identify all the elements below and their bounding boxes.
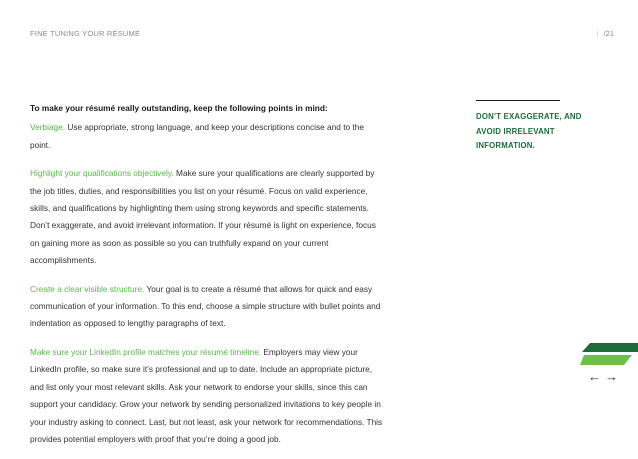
intro-text: To make your résumé really outstanding, keep the following points in mind:: [30, 103, 328, 113]
callout-text: DON’T EXAGGERATE, AND AVOID IRRELEVANT INFORMATION.: [476, 112, 582, 150]
section-linkedin: [30, 344, 386, 448]
callout-rule: [476, 100, 560, 101]
section-heading: Verbiage.: [30, 122, 66, 133]
section-highlight-qualifications: [30, 165, 386, 269]
stripe-light: [580, 355, 632, 365]
page-number-divider: |: [596, 29, 599, 38]
section-clear-structure: [30, 281, 386, 333]
callout-box: [476, 100, 586, 154]
section-verbiage: [30, 119, 386, 154]
page-number-label: /21: [603, 29, 614, 38]
section-body: Employers may view your LinkedIn profile, so make sure it’s professional and up to date. Include an appropriate picture, and list only your most relevant skills. Ask your network to endorse your skills, since this can support your candidacy. Grow your network by sending personalized invitations to key people in your industry asking to connect. Last, but not least, ask your network for recommendations. This provides potential employers with proof that you’re doing a good job.: [30, 346, 383, 444]
section-body: Use appropriate, strong language, and keep your descriptions concise and to the point.: [30, 122, 364, 150]
section-heading: Highlight your qualifications objectively.: [30, 168, 174, 179]
section-heading: Create a clear visible structure.: [30, 283, 145, 294]
section-body: Your goal is to create a résumé that allows for quick and easy communication of your information. To this end, choose a simple structure with bullet points and indentation as opposed to lengthy paragraphs of text.: [30, 283, 381, 329]
page-number: [597, 29, 614, 38]
main-content: [30, 100, 386, 459]
section-heading: Make sure your LinkedIn profile matches your résumé timeline.: [30, 346, 262, 357]
next-arrow-icon[interactable]: →: [605, 369, 622, 384]
section-body: Make sure your qualifications are clearly supported by the job titles, duties, and responsibilities you list on your résumé. Focus on valid experience, skills, and qualifications by highlighting them using strong keywords and specific statements. Don’t exaggerate, and avoid irrelevant information. If your résumé is light on experience, focus on gaining more as soon as possible so you can truthfully expand on your current accomplishments.: [30, 168, 376, 266]
prev-arrow-icon[interactable]: ←: [588, 369, 605, 384]
page-navigation: [588, 369, 622, 384]
decorative-stripes: [580, 343, 638, 365]
stripe-dark: [582, 343, 638, 352]
header-title: FINE TUNING YOUR RÉSUMÉ: [30, 29, 141, 38]
